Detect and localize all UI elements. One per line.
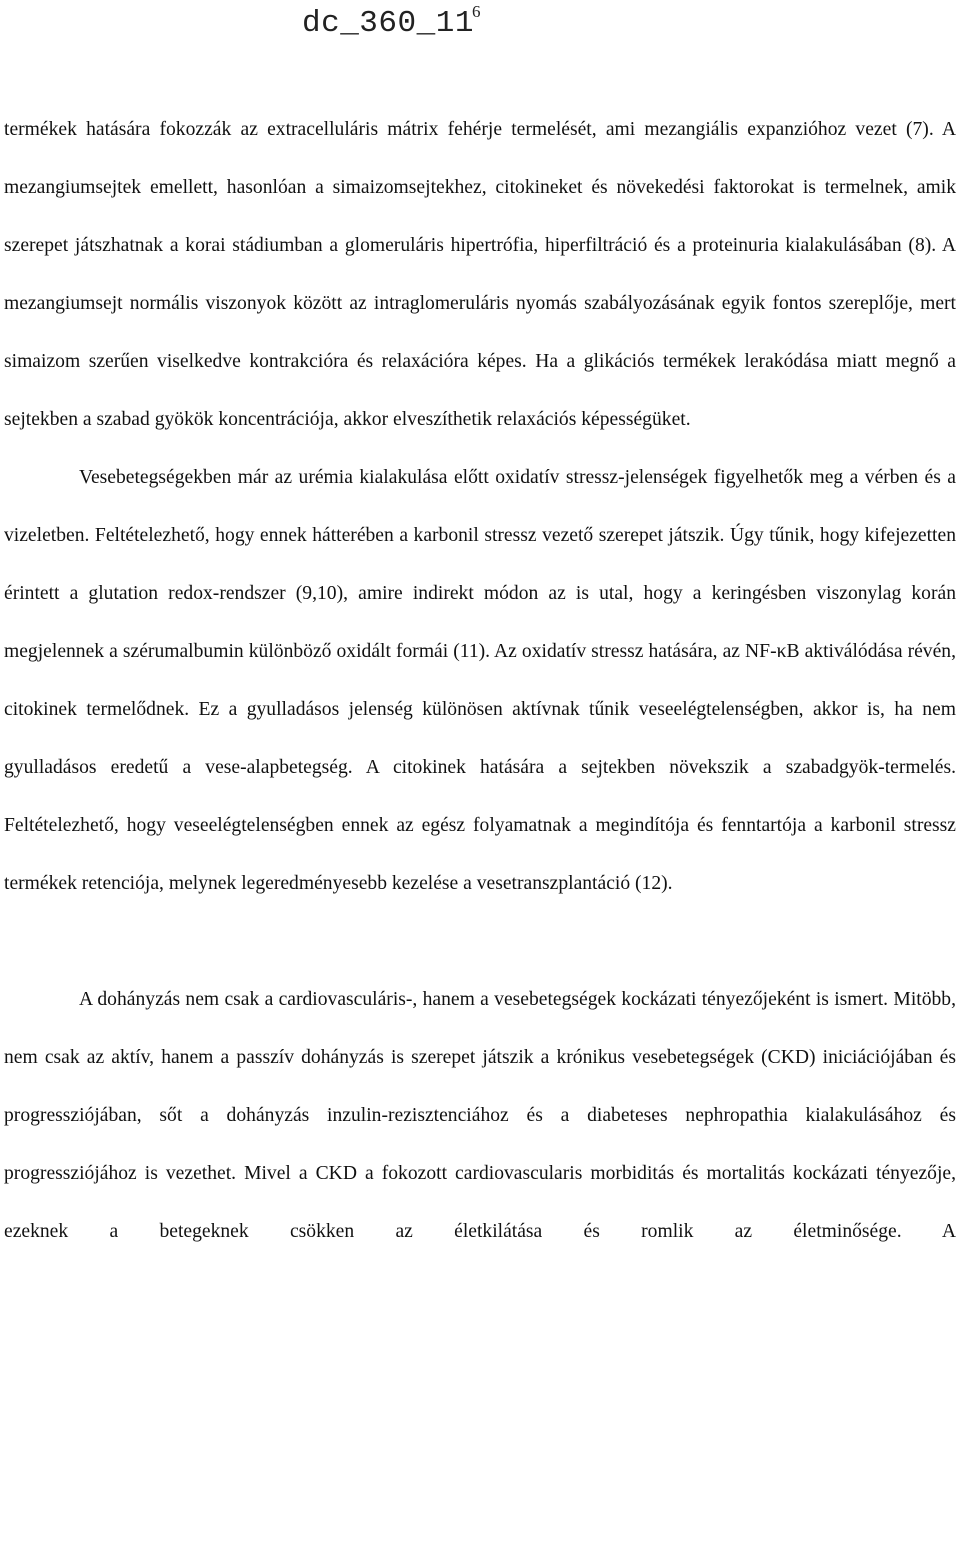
paragraph-oxidative-stress: Vesebetegségekben már az urémia kialakulása előtt oxidatív stressz-jelenségek figyelhetők meg a vérben és a vizeletben. Feltételezhető, hogy ennek hátterében a karbonil stressz vezető szerepet játszik. Úgy tűnik, hogy kifejezetten érintett a glutation redox-rendszer (9,10), amire indirekt módon az is utal, hogy a keringésben viszonylag korán megjelennek a szérumalbumin különböző oxidált formái (11). Az oxidatív stressz hatására, az NF-κB aktiválódása révén, citokinek termelődnek. Ez a gyulladásos jelenség különösen aktívnak tűnik veseelégtelenségben, akkor is, ha nem gyulladásos eredetű a vese-alapbetegség. A citokinek hatására a sejtekben növekszik a szabadgyök-termelés. Feltételezhető, hogy veseelégtelenségben ennek az egész folyamatnak a megindítója és fenntartója a karbonil stressz termékek retenciója, melynek legeredményesebb kezelése a vesetranszplantáció (12).: [4, 467, 956, 894]
paragraph-smoking: A dohányzás nem csak a cardiovasculáris-, hanem a vesebetegségek kockázati tényezőjeként is ismert. Mitöbb, nem csak az aktív, hanem a passzív dohányzás is szerepet játszik a krónikus vesebetegségek (CKD) iniciációjában és progressziójában, sőt a dohányzás inzulin-rezisztenciához és a diabeteses nephropathia kialakulásához és progressziójához is vezethet. Mivel a CKD a fokozott cardiovascularis morbiditás és mortalitás kockázati tényezője, ezeknek a betegeknek csökken az életkilátása és romlik az életminősége. A: [4, 989, 956, 1242]
body-text: [4, 101, 956, 1261]
document-id: dc_360_11: [302, 6, 474, 41]
paragraph-spacer: [4, 913, 956, 971]
page-header: [0, 2, 960, 46]
paragraph-mesangial-cells: termékek hatására fokozzák az extracelluláris mátrix fehérje termelését, ami mezangiális expanzióhoz vezet (7). A mezangiumsejtek emellett, hasonlóan a simaizomsejtekhez, citokineket és növekedési faktorokat is termelnek, amik szerepet játszhatnak a korai stádiumban a glomeruláris hipertrófia, hiperfiltráció és a proteinuria kialakulásában (8). A mezangiumsejt normális viszonyok között az intraglomeruláris nyomás szabályozásának egyik fontos szereplője, mert simaizom szerűen viselkedve kontrakcióra és relaxációra képes. Ha a glikációs termékek lerakódása miatt megnő a sejtekben a szabad gyökök koncentrációja, akkor elveszíthetik relaxációs képességüket.: [4, 119, 956, 430]
page-number: 6: [472, 2, 481, 21]
